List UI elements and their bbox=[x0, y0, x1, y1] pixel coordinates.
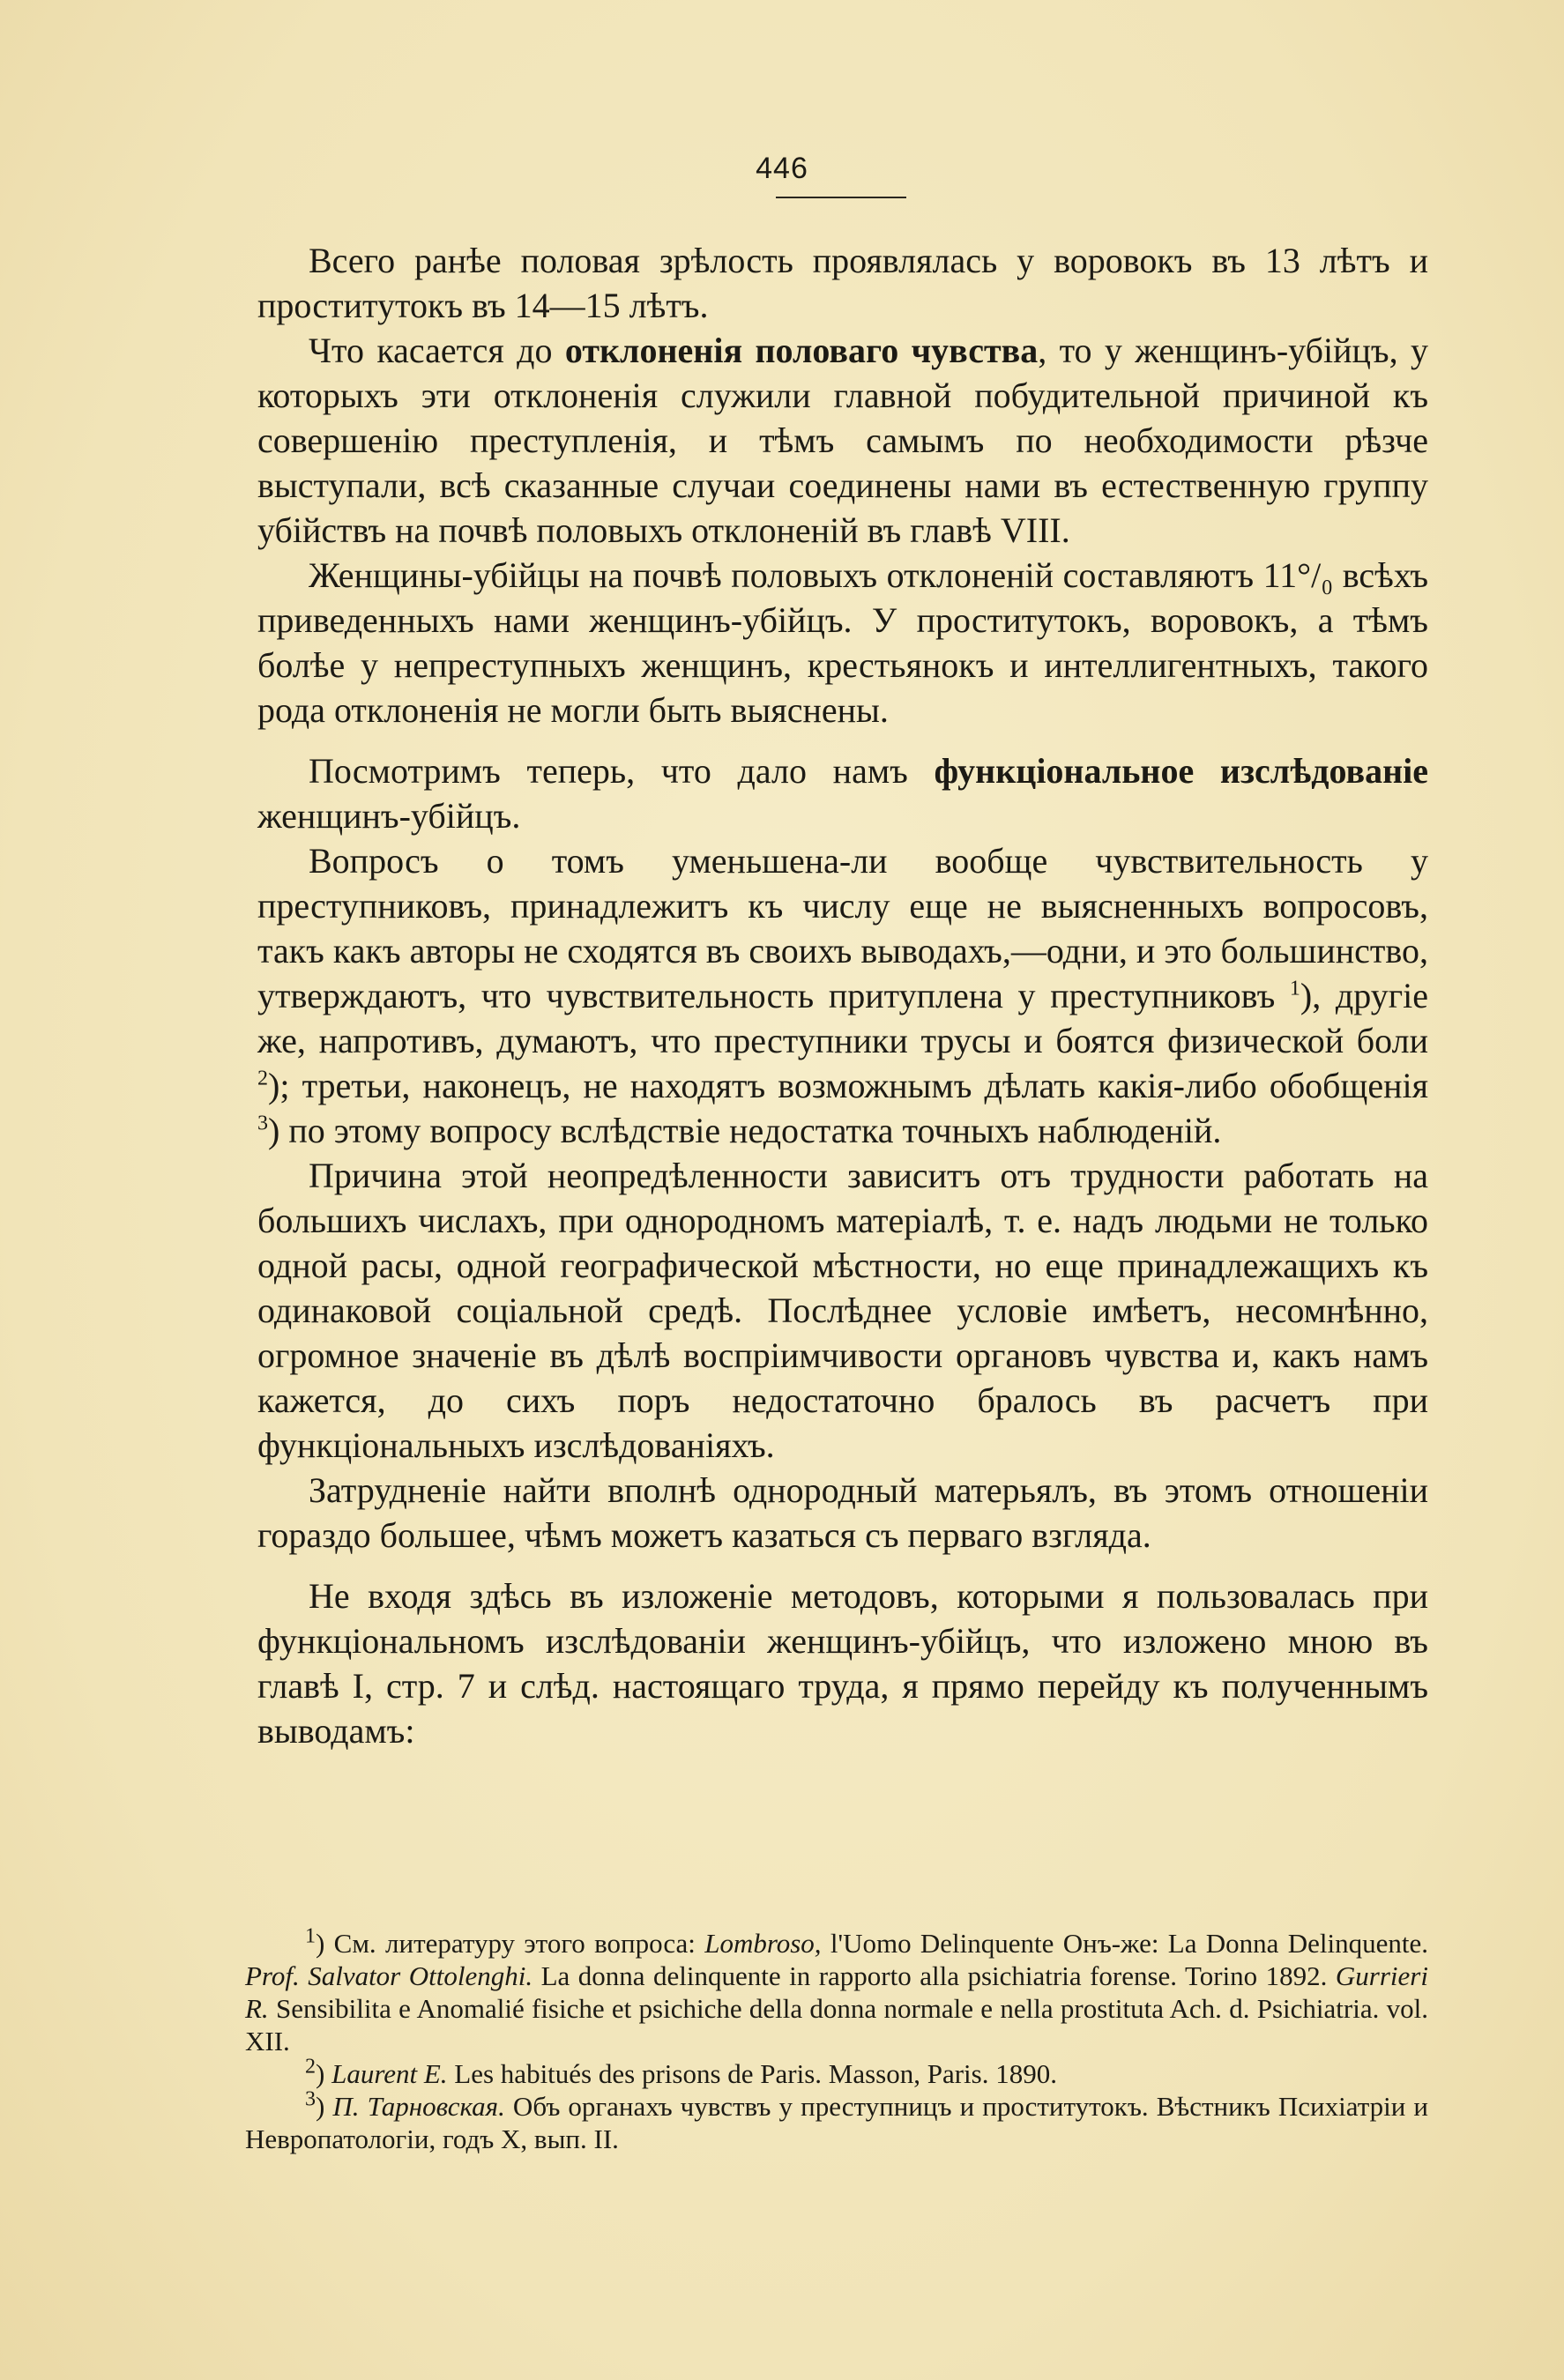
page-number-rule bbox=[776, 197, 906, 198]
paragraph bbox=[257, 238, 1428, 328]
paragraph bbox=[257, 1573, 1428, 1753]
text-run: l'Uomo Delinquente Онъ-же: La Donna Delinquente. bbox=[821, 1928, 1428, 1959]
text-run: ) по этому вопросу вслѣдствіе недостатка точныхъ наблюденій. bbox=[268, 1111, 1222, 1150]
text-run: ) См. литературу этого вопроса: bbox=[316, 1928, 705, 1959]
footnote bbox=[245, 2087, 1428, 2155]
footnote-marker: 3 bbox=[257, 1112, 268, 1135]
text-run: ) bbox=[316, 2058, 332, 2089]
footnote bbox=[245, 1924, 1428, 2057]
text-run: Вопросъ о томъ уменьшена-ли вообще чувствительность у преступниковъ, принадлежитъ къ числу еще не выясненныхъ вопросовъ, такъ какъ авторы не сходятся въ своихъ выводахъ,—одни, и это большинство, утверждаютъ, что чувствительность притуплена у преступниковъ bbox=[257, 841, 1428, 1015]
text-run: Всего ранѣе половая зрѣлость проявлялась у воровокъ въ 13 лѣтъ и проститутокъ въ 14—15 лѣтъ. bbox=[257, 241, 1428, 325]
body-text bbox=[257, 238, 1428, 1753]
text-run: , то у женщинъ-убійцъ, у которыхъ эти отклоненія служили главной побудительной причиной къ совершенію преступленія, и тѣмъ самымъ по необходимости рѣзче выступали, всѣ сказанные случаи соединены нами въ естественную группу убійствъ на почвѣ половыхъ отклоненій въ главѣ VIII. bbox=[257, 331, 1428, 550]
text-run: женщинъ-убійцъ. bbox=[257, 796, 521, 836]
footnotes bbox=[245, 1924, 1428, 2155]
bold-term: отклоненія половаго чувства bbox=[564, 331, 1039, 370]
footnote-marker: 1 bbox=[305, 1924, 316, 1948]
text-run: Sensibilita e Anomalié fisiche et psichiche della donna normale e nella prostituta Ach. d. Psichiatria. vol. XII. bbox=[245, 1993, 1428, 2056]
italic-reference: Laurent E. bbox=[331, 2058, 448, 2089]
italic-reference: Lombroso, bbox=[704, 1928, 822, 1959]
text-run: Причина этой неопредѣленности зависитъ отъ трудности работать на большихъ числахъ, при однородномъ матеріалѣ, т. е. надъ людьми не только одной расы, одной географической мѣстности, но еще принадлежащихъ къ одинаковой соціальной средѣ. Послѣднее условіе имѣетъ, несомнѣнно, огромное значеніе въ дѣлѣ воспріимчивости органовъ чувства и, какъ намъ кажется, до сихъ поръ недостаточно бралось въ расчетъ при функціональныхъ изслѣдованіяхъ. bbox=[257, 1156, 1428, 1465]
text-run: Затрудненіе найти вполнѣ однородный матерьялъ, въ этомъ отношеніи гораздо большее, чѣмъ можетъ казаться съ перваго взгляда. bbox=[257, 1470, 1428, 1555]
text-run: La donna delinquente in rapporto alla psichiatria forense. Torino 1892. bbox=[533, 1960, 1336, 1991]
paragraph bbox=[257, 1153, 1428, 1468]
paragraph bbox=[257, 1468, 1428, 1558]
footnote-marker: 1 bbox=[1289, 977, 1300, 1000]
text-run: Посмотримъ теперь, что дало намъ bbox=[309, 751, 935, 791]
italic-reference: П. Тарновская. bbox=[332, 2091, 505, 2122]
italic-reference: Prof. Salvator Ottolenghi. bbox=[245, 1960, 533, 1991]
page-number: 446 bbox=[756, 152, 808, 185]
text-run: ), другіе же, напротивъ, думаютъ, что преступники трусы и боятся физической боли bbox=[257, 976, 1429, 1060]
text-run: Объ органахъ чувствъ у преступницъ и проститутокъ. Вѣстникъ Психіатріи и Невропатологіи, годъ X, вып. II. bbox=[245, 2091, 1428, 2154]
bold-term: функціональное изслѣдованіе bbox=[934, 751, 1428, 791]
text-run: Les habitués des prisons de Paris. Masson, Paris. 1890. bbox=[447, 2058, 1057, 2089]
paragraph bbox=[257, 748, 1428, 838]
footnote-marker: 2 bbox=[305, 2055, 316, 2079]
paragraph bbox=[257, 838, 1428, 1153]
footnote bbox=[245, 2057, 1428, 2090]
footnote-marker: 2 bbox=[257, 1067, 268, 1090]
italic-reference: Gurrieri R. bbox=[245, 1960, 1428, 2024]
text-run: Не входя здѣсь въ изложеніе методовъ, которыми я пользовалась при функціональномъ изслѣдованіи женщинъ-убійцъ, что изложено мною въ главѣ I, стр. 7 и слѣд. настоящаго труда, я прямо перейду къ полученнымъ выводамъ: bbox=[257, 1576, 1428, 1751]
footnote-marker: 3 bbox=[305, 2087, 316, 2111]
text-run: ) bbox=[316, 2091, 333, 2122]
paragraph bbox=[257, 553, 1428, 733]
text-run: ); третьи, наконецъ, не находятъ возможнымъ дѣлать какія-либо обобщенія bbox=[268, 1066, 1428, 1105]
text-run: Женщины-убійцы на почвѣ половыхъ отклоненій составляютъ 11°/₀ всѣхъ приведенныхъ нами женщинъ-убійцъ. У проститутокъ, воровокъ, а тѣмъ болѣе у непреступныхъ женщинъ, крестьянокъ и интеллигентныхъ, такого рода отклоненія не могли быть выяснены. bbox=[257, 555, 1428, 730]
paragraph bbox=[257, 328, 1428, 553]
text-run: Что касается до bbox=[309, 331, 565, 370]
